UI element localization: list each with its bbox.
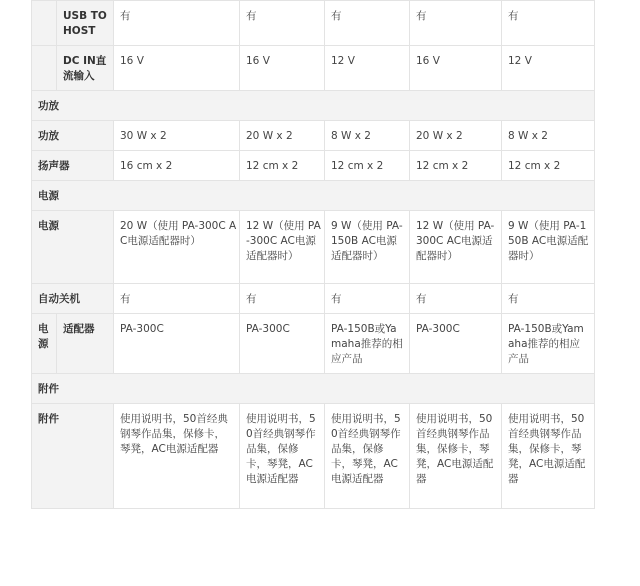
value-cell: 有: [502, 284, 595, 314]
value-cell: 16 V: [114, 46, 240, 91]
row-label-usb-to-host: USB TO HOST: [57, 1, 114, 46]
value-cell: 8 W x 2: [325, 121, 410, 151]
specifications-table: [31, 0, 595, 509]
value-cell: 12 cm x 2: [410, 151, 502, 181]
value-cell: 12 cm x 2: [240, 151, 325, 181]
value-cell: PA-300C: [114, 314, 240, 374]
row-label-accessories: 附件: [32, 404, 114, 509]
table-row-auto-power-off: [32, 284, 595, 314]
value-cell: 有: [325, 284, 410, 314]
value-cell: 30 W x 2: [114, 121, 240, 151]
value-cell: 使用说明书，50首经典钢琴作品集，保修卡，琴凳，AC电源适配器: [240, 404, 325, 509]
value-cell: 12 W（使用 PA-300C AC电源适配器时）: [240, 211, 325, 284]
table-row-adapter: [32, 314, 595, 374]
value-cell: 使用说明书，50首经典钢琴作品集，保修卡，琴凳，AC电源适配器: [325, 404, 410, 509]
value-cell: 20 W x 2: [240, 121, 325, 151]
value-cell: 16 V: [410, 46, 502, 91]
value-cell: PA-300C: [410, 314, 502, 374]
value-cell: 12 V: [502, 46, 595, 91]
section-title-amplifier: 功放: [32, 91, 595, 121]
value-cell: PA-300C: [240, 314, 325, 374]
value-cell: PA-150B或Yamaha推荐的相应产品: [325, 314, 410, 374]
section-title-accessories: 附件: [32, 374, 595, 404]
value-cell: 有: [410, 284, 502, 314]
row-indent-cell: [32, 46, 57, 91]
table-row-usb-to-host: [32, 1, 595, 46]
value-cell: 16 cm x 2: [114, 151, 240, 181]
table-row-amplifier: [32, 121, 595, 151]
row-group-label-power: [32, 314, 57, 374]
group-label-top: 电: [38, 323, 49, 335]
table-row-dc-in: [32, 46, 595, 91]
value-cell: 有: [502, 1, 595, 46]
table-row-accessories: [32, 404, 595, 509]
value-cell: 有: [114, 1, 240, 46]
value-cell: 12 V: [325, 46, 410, 91]
value-cell: 9 W（使用 PA-150B AC电源适配器时）: [502, 211, 595, 284]
value-cell: 20 W x 2: [410, 121, 502, 151]
table-row-speaker: [32, 151, 595, 181]
value-cell: 9 W（使用 PA-150B AC电源适配器时）: [325, 211, 410, 284]
row-label-amplifier: 功放: [32, 121, 114, 151]
row-label-speaker: 扬声器: [32, 151, 114, 181]
table-row-power: [32, 211, 595, 284]
row-label-power: 电源: [32, 211, 114, 284]
row-indent-cell: [32, 1, 57, 46]
value-cell: 使用说明书，50首经典钢琴作品集，保修卡，琴凳，AC电源适配器: [114, 404, 240, 509]
row-label-dc-in: DC IN直流输入: [57, 46, 114, 91]
value-cell: 有: [240, 284, 325, 314]
section-row-amplifier: [32, 91, 595, 121]
group-label-bottom: 源: [38, 338, 49, 350]
value-cell: 有: [325, 1, 410, 46]
value-cell: 16 V: [240, 46, 325, 91]
section-title-power: 电源: [32, 181, 595, 211]
value-cell: 有: [114, 284, 240, 314]
row-label-auto-power-off: 自动关机: [32, 284, 114, 314]
section-row-accessories: [32, 374, 595, 404]
value-cell: PA-150B或Yamaha推荐的相应产品: [502, 314, 595, 374]
value-cell: 有: [240, 1, 325, 46]
value-cell: 12 cm x 2: [325, 151, 410, 181]
value-cell: 12 W（使用 PA-300C AC电源适配器时）: [410, 211, 502, 284]
section-row-power: [32, 181, 595, 211]
value-cell: 使用说明书，50首经典钢琴作品集，保修卡，琴凳，AC电源适配器: [410, 404, 502, 509]
row-label-adapter: 适配器: [57, 314, 114, 374]
value-cell: 8 W x 2: [502, 121, 595, 151]
value-cell: 12 cm x 2: [502, 151, 595, 181]
value-cell: 使用说明书，50首经典钢琴作品集，保修卡，琴凳，AC电源适配器: [502, 404, 595, 509]
value-cell: 有: [410, 1, 502, 46]
value-cell: 20 W（使用 PA-300C AC电源适配器时）: [114, 211, 240, 284]
